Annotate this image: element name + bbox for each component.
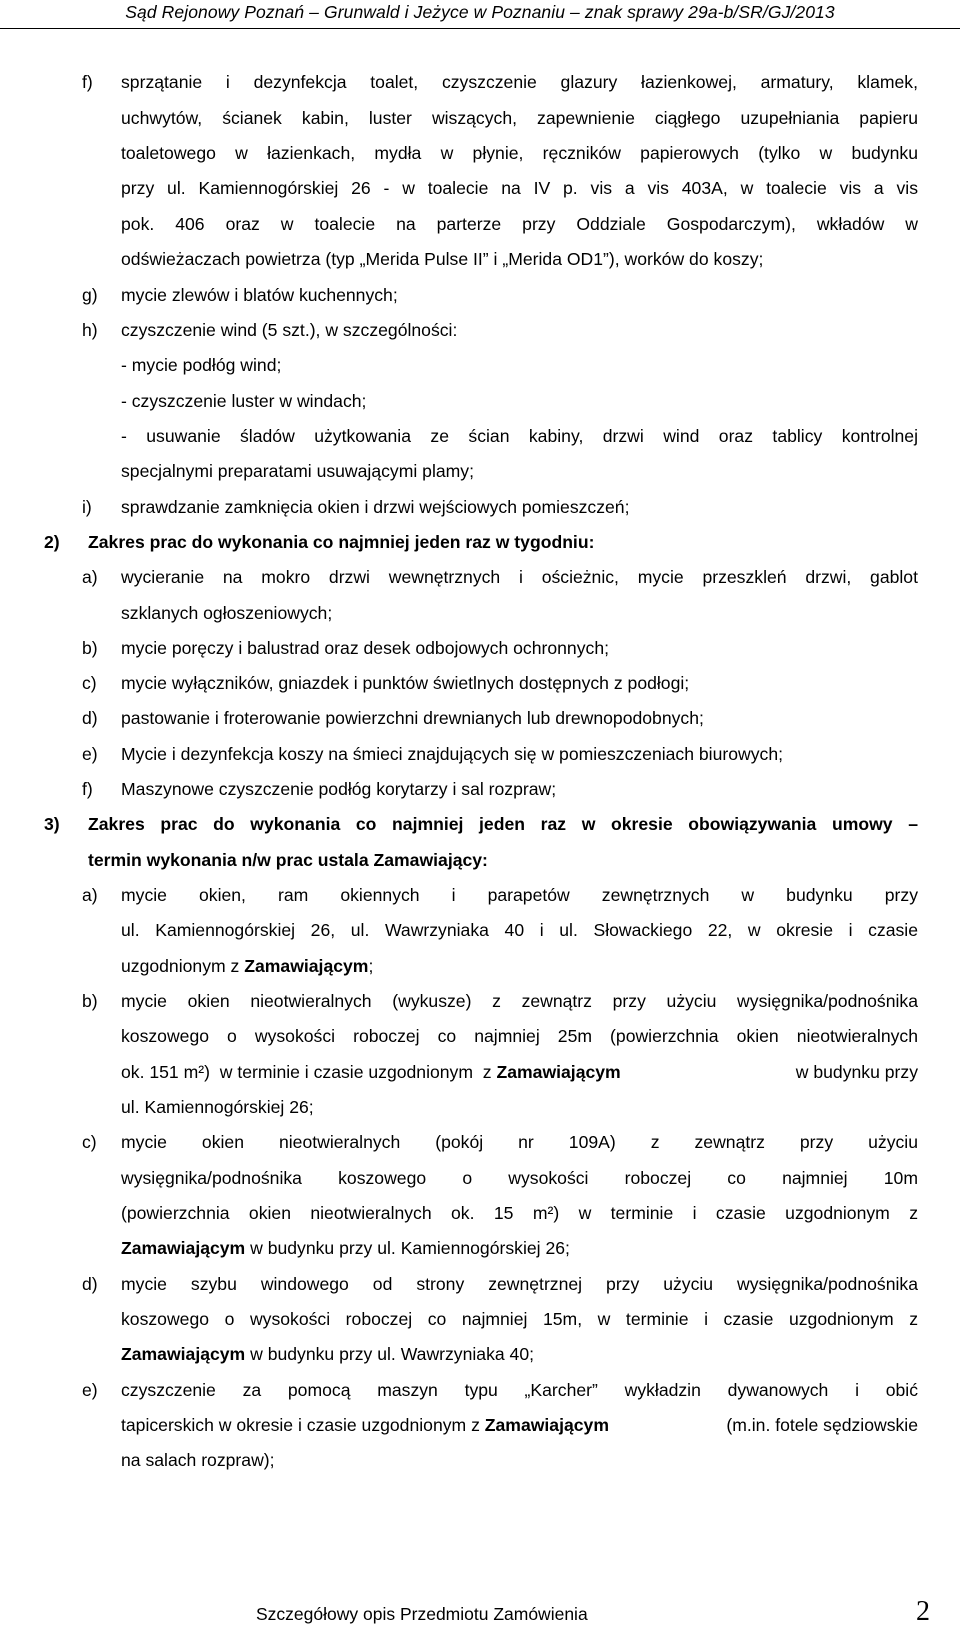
s2-item-b-text: mycie poręczy i balustrad oraz desek odbojowych ochronnych; xyxy=(121,638,609,658)
section-2-label: 2) xyxy=(44,532,60,552)
s3-item-e-label: e) xyxy=(82,1380,98,1400)
s3-item-c-line-4: Zamawiającym w budynku przy ul. Kamiennogórskiej 26; xyxy=(121,1238,570,1258)
item-f-line-5: pok. 406 oraz w toalecie na parterze przy Oddziale Gospodarczym), wkładów w xyxy=(121,214,918,234)
s2-item-f-text: Maszynowe czyszczenie podłóg korytarzy i sal rozpraw; xyxy=(121,779,557,799)
s3-item-b-label: b) xyxy=(82,991,98,1011)
s2-item-c-text: mycie wyłączników, gniazdek i punktów świetlnych dostępnych z podłogi; xyxy=(121,673,690,693)
item-h-text: czyszczenie wind (5 szt.), w szczególności: xyxy=(121,320,458,340)
s3-item-e-line-1: czyszczenie za pomocą maszyn typu „Karcher” wykładzin dywanowych i obić xyxy=(121,1380,918,1400)
item-g-text: mycie zlewów i blatów kuchennych; xyxy=(121,285,398,305)
s2-item-e-text: Mycie i dezynfekcja koszy na śmieci znajdujących się w pomieszczeniach biurowych; xyxy=(121,744,783,764)
item-h-sub-4: specjalnymi preparatami usuwającymi plamy; xyxy=(121,461,474,481)
s3-item-d-line-3: Zamawiającym w budynku przy ul. Wawrzyniaka 40; xyxy=(121,1344,535,1364)
item-h-label: h) xyxy=(82,320,98,340)
section-3-title-1: Zakres prac do wykonania co najmniej jeden raz w okresie obowiązywania umowy – xyxy=(88,814,918,834)
footer-text: Szczegółowy opis Przedmiotu Zamówienia xyxy=(256,1604,588,1624)
s3-item-e-line-2: tapicerskich w okresie i czasie uzgodnionym z Zamawiającym (m.in. fotele sędziowskie xyxy=(121,1415,918,1435)
item-f-line-3: toaletowego w łazienkach, mydła w płynie, ręczników papierowych (tylko w budynku xyxy=(121,143,918,163)
item-g-label: g) xyxy=(82,285,98,305)
s2-item-a-line-1: wycieranie na mokro drzwi wewnętrznych i ościeżnic, mycie przeszkleń drzwi, gablot xyxy=(121,567,918,587)
item-h-sub-3: - usuwanie śladów użytkowania ze ścian kabiny, drzwi wind oraz tablicy kontrolnej xyxy=(121,426,918,446)
section-3-label: 3) xyxy=(44,814,60,834)
section-2-title: Zakres prac do wykonania co najmniej jeden raz w tygodniu: xyxy=(88,532,595,552)
page-header xyxy=(0,0,960,29)
s3-item-b-line-2: koszowego o wysokości roboczej co najmniej 25m (powierzchnia okien nieotwieralnych xyxy=(121,1026,918,1046)
s2-item-d-label: d) xyxy=(82,708,98,728)
s3-item-a-label: a) xyxy=(82,885,98,905)
item-f-label: f) xyxy=(82,72,93,92)
item-h-sub-2: - czyszczenie luster w windach; xyxy=(121,391,367,411)
s3-item-d-label: d) xyxy=(82,1274,98,1294)
s3-item-d-line-2: koszowego o wysokości roboczej co najmniej 15m, w terminie i czasie uzgodnionym z xyxy=(121,1309,918,1329)
s3-item-c-line-3: (powierzchnia okien nieotwieralnych ok. 15 m²) w terminie i czasie uzgodnionym z xyxy=(121,1203,918,1223)
header-text: Sąd Rejonowy Poznań – Grunwald i Jeżyce w Poznaniu – znak sprawy 29a-b/SR/GJ/2013 xyxy=(125,2,835,22)
item-i-label: i) xyxy=(82,497,92,517)
s3-item-a-line-1: mycie okien, ram okiennych i parapetów zewnętrznych w budynku przy xyxy=(121,885,918,905)
item-f-line-1: sprzątanie i dezynfekcja toalet, czyszczenie glazury łazienkowej, armatury, klamek, xyxy=(121,72,918,92)
s3-item-a-line-3: uzgodnionym z Zamawiającym; xyxy=(121,956,374,976)
s3-item-b-line-4: ul. Kamiennogórskiej 26; xyxy=(121,1097,314,1117)
s3-item-b-line-1: mycie okien nieotwieralnych (wykusze) z zewnątrz przy użyciu wysięgnika/podnośnika xyxy=(121,991,918,1011)
s2-item-f-label: f) xyxy=(82,779,93,799)
s3-item-d-line-1: mycie szybu windowego od strony zewnętrznej przy użyciu wysięgnika/podnośnika xyxy=(121,1274,918,1294)
item-h-sub-1: - mycie podłóg wind; xyxy=(121,355,282,375)
s3-item-a-line-2: ul. Kamiennogórskiej 26, ul. Wawrzyniaka 40 i ul. Słowackiego 22, w okresie i czasie xyxy=(121,920,918,940)
s2-item-c-label: c) xyxy=(82,673,97,693)
s3-item-c-line-2: wysięgnika/podnośnika koszowego o wysokości roboczej co najmniej 10m xyxy=(121,1168,918,1188)
s2-item-a-line-2: szklanych ogłoszeniowych; xyxy=(121,603,333,623)
item-i-text: sprawdzanie zamknięcia okien i drzwi wejściowych pomieszczeń; xyxy=(121,497,630,517)
s3-item-c-label: c) xyxy=(82,1132,97,1152)
s2-item-e-label: e) xyxy=(82,744,98,764)
s3-item-c-line-1: mycie okien nieotwieralnych (pokój nr 109A) z zewnątrz przy użyciu xyxy=(121,1132,918,1152)
s3-item-e-line-3: na salach rozpraw); xyxy=(121,1450,275,1470)
item-f-line-2: uchwytów, ścianek kabin, luster wiszących, zapewnienie ciągłego uzupełniania papieru xyxy=(121,108,918,128)
item-f-line-6: odświeżaczach powietrza (typ „Merida Pulse II” i „Merida OD1”), worków do koszy; xyxy=(121,249,764,269)
s2-item-a-label: a) xyxy=(82,567,98,587)
s3-item-b-line-3: ok. 151 m²) w terminie i czasie uzgodnionym z Zamawiającym w budynku przy xyxy=(121,1062,918,1082)
item-f-line-4: przy ul. Kamiennogórskiej 26 - w toalecie na IV p. vis a vis 403A, w toalecie vis a vis xyxy=(121,178,918,198)
section-3-title-2: termin wykonania n/w prac ustala Zamawiający: xyxy=(88,850,488,870)
s2-item-b-label: b) xyxy=(82,638,98,658)
page-number: 2 xyxy=(916,1596,930,1627)
s2-item-d-text: pastowanie i froterowanie powierzchni drewnianych lub drewnopodobnych; xyxy=(121,708,704,728)
